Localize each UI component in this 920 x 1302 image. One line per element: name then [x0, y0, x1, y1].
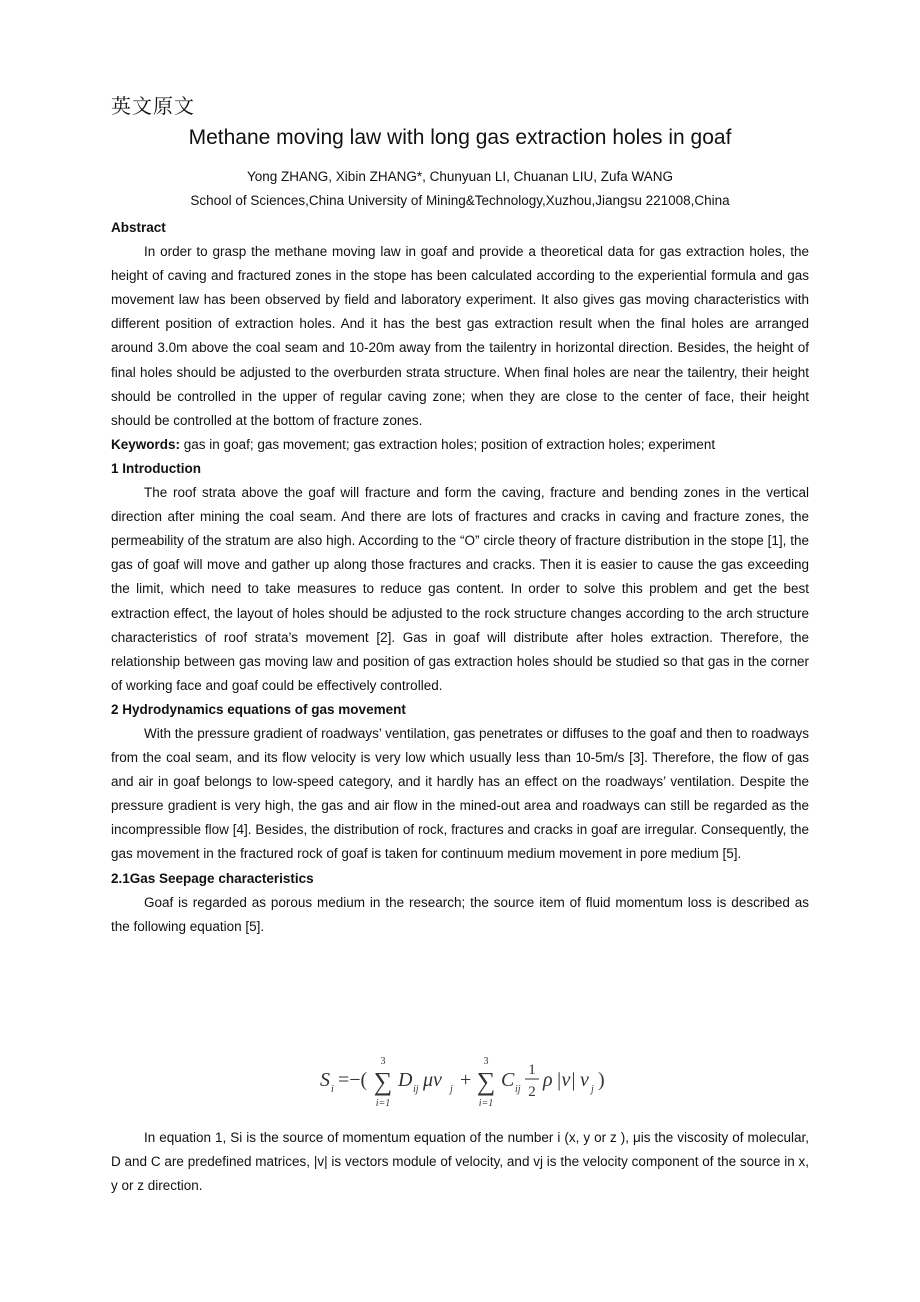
- keywords-label: Keywords:: [111, 436, 181, 452]
- eq-rho: ρ: [543, 1069, 553, 1091]
- eq-sum2-lower: i=1: [478, 1098, 494, 1109]
- section-2-text: With the pressure gradient of roadways’ ventilation, gas penetrates or diffuses to the goaf and then to roadways from the coal seam, and its flow velocity is very low which usually less than 10-5m/s [3]. Therefore, the flow of gas and air in goaf belongs to low-speed category, and it hardly has an effect on the roadways’ ventilation. Despite the pressure gradient is very high, the gas and air flow in the mined-out area and roadways can still be regarded as the incompressible flow [4]. Besides, the distribution of rock, fractures and cracks in goaf are irregular. Consequently, the gas movement in the fractured rock of goaf is taken for continuum medium movement in pore medium [5].: [111, 725, 809, 862]
- eq-vmod: |v|: [556, 1069, 576, 1091]
- chinese-header: 英文原文: [111, 94, 195, 118]
- affiliation: School of Sciences,China University of Mining&Technology,Xuzhou,Jiangsu 221008,China: [190, 193, 730, 208]
- eq-frac-num: 1: [528, 1062, 536, 1078]
- eq-frac-den: 2: [528, 1084, 536, 1100]
- eq-vj: v: [580, 1069, 589, 1091]
- section-1-text: The roof strata above the goaf will fracture and form the caving, fracture and bending zones in the vertical direction after mining the coal seam. And there are lots of fractures and cracks in caving and fracture zones, the permeability of the stratum are also high. According to the “O” circle theory of fracture distribution in the stope [1], the gas of goaf will move and gather up along those fractures and cracks. Then it is easier to cause the gas exceeding the limit, which need to take measures to reduce gas content. In order to solve this problem and get the best extraction effect, the layout of holes should be adjusted to the rock structure changes according to the arch structure characteristics of roof strata’s movement [2]. Gas in goaf will distribute after holes extraction. Therefore, the relationship between gas moving law and position of gas extraction holes should be studied so that gas in the corner of working face and goaf could be effectively controlled.: [111, 485, 809, 693]
- eq-close-paren: ): [598, 1069, 605, 1091]
- body-content: [111, 216, 809, 939]
- abstract-text: In order to grasp the methane moving law in goaf and provide a theoretical data for gas extraction holes, the height of caving and fractured zones in the stope has been calculated according to the experiential formula and gas movement law has been observed by field and laboratory experiment. It also gives gas moving characteristics with different position of extraction holes. And it has the best gas extraction result when the final holes are arranged around 3.0m above the coal seam and 10-20m away from the tailentry in horizontal direction. Besides, the height of final holes should be adjusted to the overburden strata structure. When final holes are near the tailentry, their height should be controlled in the upper of regular caving zone; when they are close to the center of face, their height should be controlled at the bottom of fracture zones.: [111, 244, 809, 428]
- eq-equals: =−(: [338, 1069, 368, 1091]
- eq-sum1-upper: 3: [380, 1056, 386, 1067]
- section-1-heading: 1 Introduction: [111, 460, 201, 476]
- section-2-heading: 2 Hydrodynamics equations of gas movement: [111, 701, 406, 717]
- abstract-heading: Abstract: [111, 220, 166, 235]
- eq-term2-coef: C: [501, 1069, 515, 1091]
- section-2-1-heading: 2.1Gas Seepage characteristics: [111, 870, 314, 886]
- eq-sum1-sigma: ∑: [373, 1067, 393, 1096]
- equation-explanation-block: [111, 1126, 809, 1198]
- eq-sum1-lower: i=1: [375, 1098, 391, 1109]
- paper-title: Methane moving law with long gas extraction holes in goaf: [188, 126, 732, 149]
- author-list: Yong ZHANG, Xibin ZHANG*, Chunyuan LI, Chuanan LIU, Zufa WANG: [247, 169, 673, 184]
- eq-term1-var-sub: j: [450, 1084, 453, 1095]
- eq-sum2-upper: 3: [483, 1056, 489, 1067]
- section-2-1-text: Goaf is regarded as porous medium in the research; the source item of fluid momentum loss is described as the following equation [5].: [111, 894, 809, 934]
- momentum-equation: [320, 1052, 610, 1112]
- eq-term1-var: μv: [423, 1069, 442, 1091]
- eq-lhs: S: [320, 1069, 330, 1091]
- keywords-line: [111, 433, 809, 457]
- eq-sum2-sigma: ∑: [476, 1067, 496, 1096]
- equation-explanation-text: In equation 1, Si is the source of momentum equation of the number i (x, y or z ), μis the viscosity of molecular, D and C are predefined matrices, |v| is vectors module of velocity, and vj is the velocity component of the source in x, y or z direction.: [111, 1130, 809, 1194]
- eq-lhs-sub: i: [331, 1084, 334, 1095]
- keywords-text: gas in goaf; gas movement; gas extraction holes; position of extraction holes; experiment: [180, 436, 716, 452]
- eq-vj-sub: j: [591, 1084, 594, 1095]
- eq-term2-sub: ij: [515, 1084, 521, 1095]
- eq-plus: +: [460, 1069, 472, 1091]
- eq-term1-sub: ij: [413, 1084, 419, 1095]
- eq-term1-coef: D: [398, 1069, 413, 1091]
